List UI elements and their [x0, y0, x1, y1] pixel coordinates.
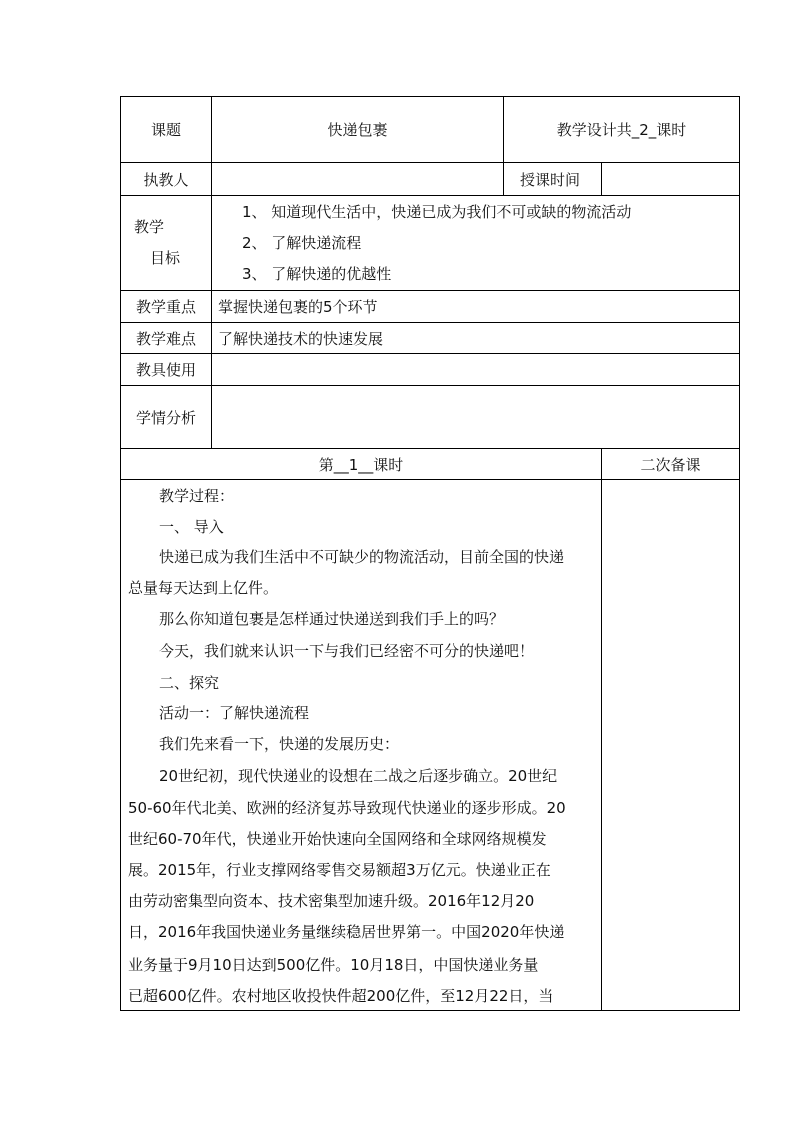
topic-label: 课题	[150, 121, 181, 139]
process-line: 教学过程：	[159, 487, 235, 505]
process-line: 业务量于9月10日达到500亿件。10月18日，中国快递业务量	[128, 956, 539, 974]
process-line: 由劳动密集型向资本、技术密集型加速升级。2016年12月20	[128, 892, 535, 910]
process-line: 快递已成为我们生活中不可缺少的物流活动，目前全国的快递	[159, 548, 565, 566]
design-info: 教学设计共_2_课时	[556, 121, 687, 139]
time-value	[602, 163, 739, 195]
process-line: 二、探究	[159, 674, 220, 692]
process-line: 我们先来看一下，快递的发展历史：	[159, 735, 400, 753]
tools-value	[218, 354, 733, 385]
key-value: 掌握快递包裹的5个环节	[218, 298, 378, 316]
process-line: 50-60年代北美、欧洲的经济复苏导致现代快递业的逐步形成。20	[128, 799, 566, 817]
teacher-value	[212, 163, 503, 195]
process-line: 今天，我们就来认识一下与我们已经密不可分的快递吧！	[159, 642, 535, 660]
goal-item: 3、 了解快递的优越性	[242, 265, 392, 283]
goal-item: 1、 知道现代生活中，快递已成为我们不可或缺的物流活动	[242, 203, 632, 221]
topic-value: 快递包裹	[327, 121, 388, 139]
process-line: 20世纪初，现代快递业的设想在二战之后逐步确立。20世纪	[159, 767, 558, 785]
difficulty-value: 了解快递技术的快速发展	[218, 329, 384, 348]
process-line: 那么你知道包裹是怎样通过快递送到我们手上的吗？	[159, 610, 505, 628]
period-label: 第__1__课时	[318, 455, 404, 474]
tools-label: 教具使用	[135, 361, 196, 379]
difficulty-label: 教学难点	[135, 329, 196, 348]
teacher-label: 执教人	[143, 170, 189, 189]
process-line: 活动一：了解快递流程	[159, 704, 310, 722]
goals-label-1: 教学	[134, 218, 165, 236]
process-line: 世纪60-70年代，快递业开始快速向全国网络和全球网络规模发	[128, 830, 547, 848]
table-border	[601, 448, 602, 1010]
process-line: 总量每天达到上亿件。	[128, 579, 279, 597]
goal-item: 2、 了解快递流程	[242, 234, 362, 252]
backup-label: 二次备课	[640, 455, 701, 474]
time-label: 授课时间	[520, 170, 581, 189]
process-line: 日，2016年我国快递业务量继续稳居世界第一。中国2020年快递	[128, 923, 565, 941]
analysis-label: 学情分析	[135, 408, 196, 427]
table-border	[120, 195, 740, 196]
table-border	[120, 96, 121, 1011]
table-border	[120, 479, 740, 480]
process-line: 一、 导入	[159, 518, 224, 536]
process-line: 已超600亿件。农村地区收投快件超200亿件，至12月22日，当	[128, 987, 554, 1005]
goals-label-2: 目标	[150, 249, 181, 267]
table-border	[739, 96, 740, 1011]
analysis-value	[218, 386, 733, 448]
key-label: 教学重点	[135, 298, 196, 316]
table-border	[120, 1010, 740, 1011]
process-line: 展。2015年，行业支撑网络零售交易额超3万亿元。快递业正在	[128, 861, 551, 879]
